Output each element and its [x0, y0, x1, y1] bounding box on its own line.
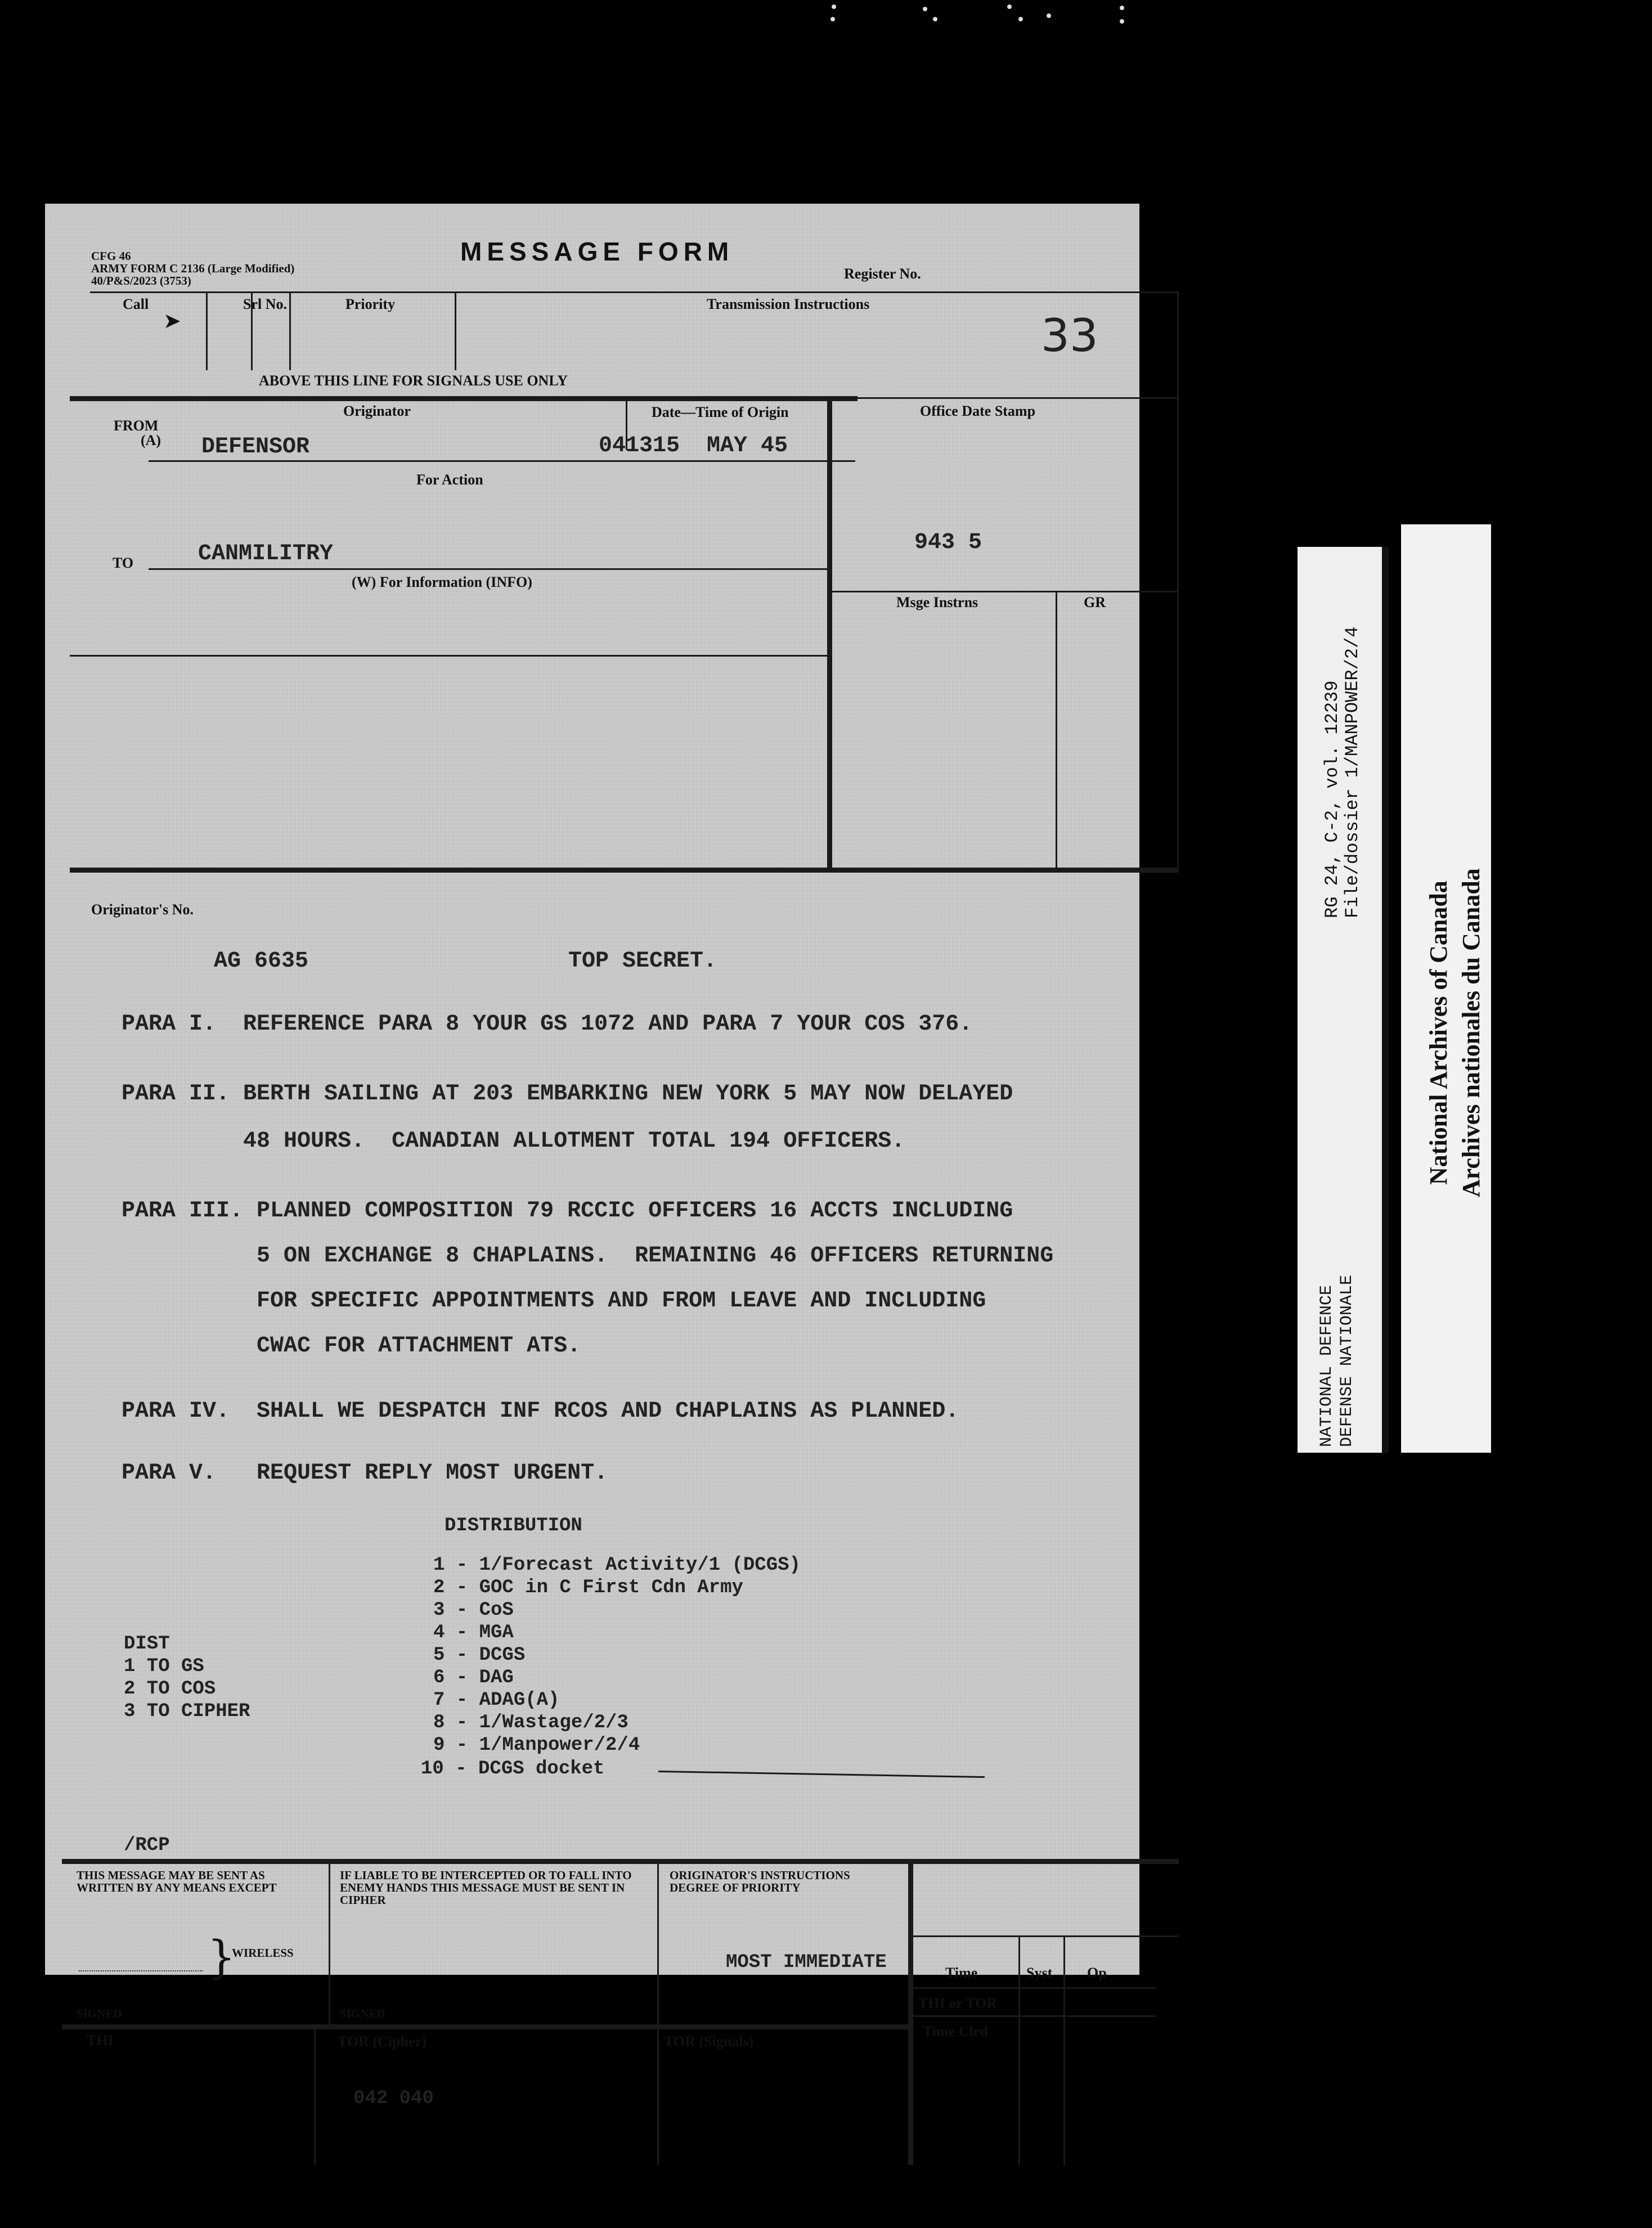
message-para: PARA V. REQUEST REPLY MOST URGENT. [122, 1461, 608, 1486]
message-para: PARA I. REFERENCE PARA 8 YOUR GS 1072 AND PARA 7 YOUR COS 376. [122, 1012, 973, 1037]
rule [1056, 591, 1057, 872]
cipher-text: IF LIABLE TO BE INTERCEPTED OR TO FALL INTO ENEMY HANDS THIS MESSAGE MUST BE SENT IN CIPHER [340, 1868, 632, 1907]
distribution-item: 5 - DCGS [433, 1645, 526, 1666]
register-no-label: Register No. [844, 266, 921, 282]
arrow-icon: ➤ [163, 309, 181, 333]
originator-value: DEFENSOR [201, 434, 310, 460]
call-label: Call [123, 296, 149, 312]
rule [62, 1859, 1179, 1864]
to-value: CANMILITRY [198, 541, 334, 567]
message-para: PARA III. PLANNED COMPOSITION 79 RCCIC OFFICERS 16 ACCTS INCLUDING [122, 1198, 1013, 1224]
signed-label: SIGNED [340, 2007, 385, 2020]
rule [62, 2024, 910, 2029]
gr-label: GR [1084, 594, 1106, 610]
rule [314, 2027, 316, 2165]
rule [206, 291, 208, 370]
rule [70, 868, 1179, 873]
dist-block: DIST [124, 1633, 170, 1655]
strip-divider [1382, 547, 1389, 1453]
rule [908, 2015, 1156, 2017]
rule [908, 1987, 1156, 1989]
info-label: (W) For Information (INFO) [352, 574, 532, 590]
distribution-item: 3 - CoS [433, 1600, 514, 1621]
dto-value: 041315 MAY 45 [599, 433, 788, 459]
tor-signals-label: TOR (Signals) [664, 2033, 754, 2050]
rule [1018, 1935, 1020, 2165]
form-code: ARMY FORM C 2136 (Large Modified) [91, 262, 295, 275]
op-label: Op [1087, 1965, 1107, 1981]
from-sub: (A) [141, 432, 161, 448]
syst-label: Syst [1026, 1965, 1053, 1981]
message-para: PARA IV. SHALL WE DESPATCH INF RCOS AND CHAPLAINS AS PLANNED. [122, 1399, 959, 1424]
msge-instrns-label: Msge Instrns [896, 594, 978, 610]
transmission-label: Transmission Instructions [707, 296, 870, 312]
distribution-item: 8 - 1/Wastage/2/3 [433, 1712, 629, 1733]
thi-label: THI [87, 2032, 114, 2049]
archive-ref: RG 24, C-2, vol. 12239 [1322, 680, 1343, 918]
distribution-item: 4 - MGA [433, 1622, 514, 1643]
rule [827, 399, 832, 872]
rule [289, 291, 291, 370]
rule [70, 396, 858, 401]
dist-block: 2 TO COS [124, 1678, 216, 1700]
brace-glyph: } [207, 1931, 236, 1983]
scan-artifacts [810, 0, 1148, 34]
underline-stroke [658, 1771, 985, 1778]
message-para: PARA II. BERTH SAILING AT 203 EMBARKING NEW YORK 5 MAY NOW DELAYED [122, 1081, 1013, 1107]
stamp-value: 943 5 [914, 530, 982, 555]
archive-reference-strip [1298, 547, 1389, 1453]
message-para: FOR SPECIFIC APPOINTMENTS AND FROM LEAVE AND INCLUDING [122, 1288, 986, 1314]
rule [79, 1970, 203, 1971]
to-label: TO [113, 555, 134, 571]
signed-label: SIGNED [77, 2007, 122, 2020]
archive-name-en: National Archives of Canada [1425, 881, 1452, 1185]
rule [908, 1861, 913, 2165]
message-reference: AG 6635 [214, 949, 309, 974]
srl-no-label: Srl No. [243, 296, 287, 312]
thi-tor-label: THI or TOR [918, 1995, 998, 2011]
handwritten-number: 33 [1041, 309, 1098, 362]
originators-no-label: Originator's No. [91, 901, 194, 918]
distribution-item: 9 - 1/Manpower/2/4 [433, 1735, 640, 1756]
form-code: 40/P&S/2023 (3753) [91, 274, 191, 288]
priority-value: MOST IMMEDIATE [726, 1952, 887, 1973]
department-fr: DEFENSE NATIONALE [1337, 1274, 1357, 1447]
operator-initials: /RCP [124, 1835, 170, 1856]
message-form-paper [45, 204, 1139, 2109]
classification: TOP SECRET. [568, 949, 717, 974]
distribution-item: 7 - ADAG(A) [433, 1690, 560, 1711]
send-means-text: THIS MESSAGE MAY BE SENT AS WRITTEN BY ANY MEANS EXCEPT [77, 1868, 277, 1894]
rule [90, 291, 1179, 293]
distribution-item: 1 - 1/Forecast Activity/1 (DCGS) [433, 1555, 801, 1576]
signals-line: ABOVE THIS LINE FOR SIGNALS USE ONLY [259, 372, 568, 389]
office-stamp-label: Office Date Stamp [920, 403, 1036, 419]
rule [455, 291, 456, 370]
rule [1063, 1935, 1065, 2165]
rule [657, 1861, 659, 2024]
rule [855, 397, 1179, 399]
rule [908, 1935, 1179, 1937]
distribution-item: 10 - DCGS docket [421, 1758, 605, 1780]
distribution-item: 6 - DAG [433, 1667, 514, 1688]
archive-ref: File/dossier 1/MANPOWER/2/4 [1342, 626, 1363, 918]
time-label: Time [945, 1965, 978, 1981]
archive-name-strip [1401, 524, 1491, 1453]
originator-instructions-label: ORIGINATOR'S INSTRUCTIONS DEGREE OF PRIORITY [670, 1868, 850, 1894]
wireless-label: WIRELESS [232, 1946, 294, 1960]
rule [149, 568, 827, 570]
rule [70, 655, 827, 657]
distribution-title: DISTRIBUTION [445, 1515, 582, 1537]
dto-label: Date—Time of Origin [652, 404, 789, 420]
message-para: 5 ON EXCHANGE 8 CHAPLAINS. REMAINING 46 OFFICERS RETURNING [122, 1243, 1054, 1269]
form-title: MESSAGE FORM [460, 237, 734, 266]
dist-block: 1 TO GS [124, 1656, 204, 1677]
from-label: FROM [114, 417, 159, 434]
time-clrd-label: Time Clrd [923, 2023, 988, 2040]
dist-block: 3 TO CIPHER [124, 1701, 250, 1722]
message-para: 48 HOURS. CANADIAN ALLOTMENT TOTAL 194 OFFICERS. [122, 1129, 905, 1154]
originator-label: Originator [343, 403, 411, 419]
rule [657, 2027, 659, 2165]
tor-cipher-value: 042 040 [353, 2088, 434, 2109]
rule [329, 1861, 330, 2024]
form-code: CFG 46 [91, 249, 131, 263]
for-action-label: For Action [416, 471, 483, 488]
distribution-item: 2 - GOC in C First Cdn Army [433, 1577, 743, 1598]
archive-name-fr: Archives nationales du Canada [1457, 868, 1485, 1197]
department-en: NATIONAL DEFENCE [1317, 1284, 1336, 1447]
rule [1177, 291, 1179, 871]
priority-label: Priority [345, 296, 396, 312]
rule [832, 591, 1179, 592]
message-para: CWAC FOR ATTACHMENT ATS. [122, 1333, 581, 1359]
rule [149, 460, 855, 462]
tor-cipher-label: TOR (Cipher) [338, 2033, 427, 2050]
